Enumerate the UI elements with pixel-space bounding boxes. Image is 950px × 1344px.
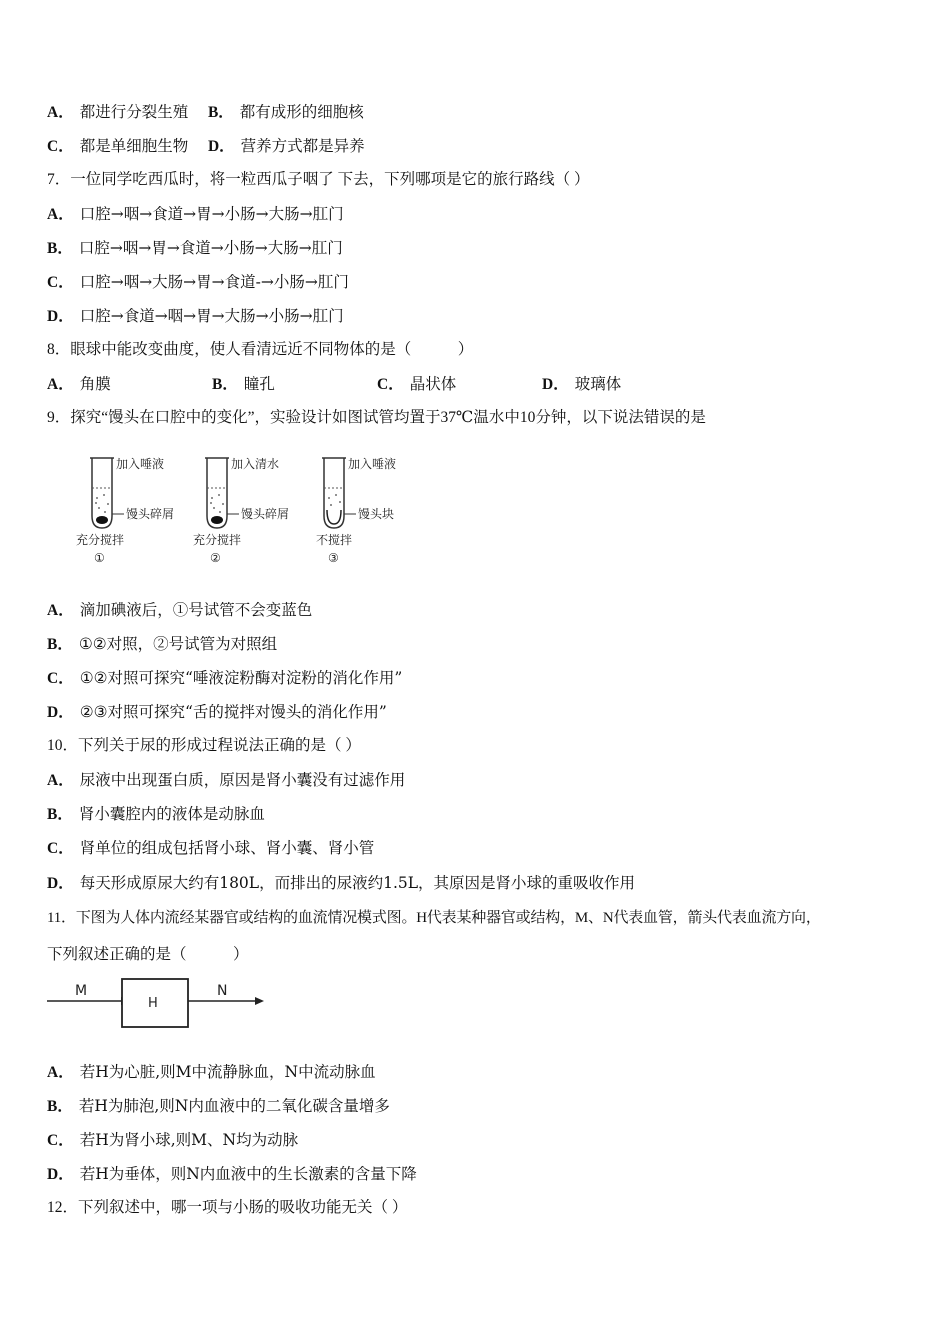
tube-1-top-label: 加入唾液: [116, 457, 165, 471]
q10-option-c: C． 肾单位的组成包括肾小球、肾小囊、肾小管: [47, 839, 375, 857]
q8-options: [47, 374, 707, 395]
q8-option-c: C． 晶状体: [377, 375, 457, 393]
q11-option-a: A． 若H为心脏,则M中流静脉血，N中流动脉血: [47, 1063, 376, 1081]
q8-option-d: D． 玻璃体: [542, 375, 622, 393]
option-a: A． 都进行分裂生殖: [47, 103, 189, 121]
tube-2-top-label: 加入清水: [231, 457, 280, 471]
q10-option-a: A． 尿液中出现蛋白质，原因是肾小囊没有过滤作用: [47, 771, 406, 789]
vessel-n-label: N: [217, 983, 228, 999]
tube-1-side-label: 馒头碎屑: [126, 507, 175, 521]
option-c: C． 都是单细胞生物: [47, 137, 189, 155]
tube-2-bottom-label: 充分搅拌: [193, 533, 242, 547]
q7-option-a: A． 口腔→咽→食道→胃→小肠→大肠→肛门: [47, 205, 344, 223]
q9-option-c: C． ①②对照可探究“唾液淀粉酶对淀粉的消化作用”: [47, 669, 403, 687]
q11-option-c: C． 若H为肾小球,则M、N均为动脉: [47, 1131, 299, 1149]
q7-option-c: C． 口腔→咽→大肠→胃→食道-→小肠→肛门: [47, 273, 349, 291]
tube-1-bottom-label: 充分搅拌: [76, 533, 125, 547]
q9-option-a: A． 滴加碘液后，①号试管不会变蓝色: [47, 601, 313, 619]
q12-stem: 12．下列叙述中，哪一项与小肠的吸收功能无关（ ）: [47, 1199, 408, 1216]
vessel-m-label: M: [75, 983, 88, 999]
q10-option-b: B． 肾小囊腔内的液体是动脉血: [47, 805, 265, 823]
arrow-right-icon: [255, 997, 264, 1005]
q11-stem-line-1: 11．下图为人体内流经某器官或结构的血流情况模式图。H代表某种器官或结构，M、N代表血管，箭头代表血流方向，: [47, 910, 821, 926]
q11-stem-line-2: 下列叙述正确的是（ ）: [47, 945, 249, 963]
q8-option-a: A． 角膜: [47, 375, 111, 393]
q10-option-d: D． 每天形成原尿大约有180L，而排出的尿液约1.5L，其原因是肾小球的重吸收作用: [47, 874, 636, 892]
q8-stem: 8．眼球中能改变曲度，使人看清远近不同物体的是（ ）: [47, 341, 474, 358]
tube-3-side-label: 馒头块: [358, 507, 395, 521]
tube-1-number: ①: [94, 551, 105, 565]
tube-2-side-label: 馒头碎屑: [241, 507, 290, 521]
bread-crumbs-icon: [96, 516, 108, 524]
prev-options-row-1: [47, 102, 364, 123]
q11-option-b: B． 若H为肺泡,则N内血液中的二氧化碳含量增多: [47, 1097, 390, 1115]
q9-option-d: D． ②③对照可探究“舌的搅拌对馒头的消化作用”: [47, 703, 387, 721]
q11-option-d: D． 若H为垂体，则N内血液中的生长激素的含量下降: [47, 1165, 417, 1183]
tube-3-bottom-label: 不搅拌: [316, 533, 353, 547]
q7-stem: 7．一位同学吃西瓜时，将一粒西瓜子咽了 下去，下列哪项是它的旅行路线（ ）: [47, 171, 590, 188]
prev-options-row-2: [47, 136, 365, 157]
q7-option-d: D． 口腔→食道→咽→胃→大肠→小肠→肛门: [47, 307, 344, 325]
tube-3-number: ③: [328, 551, 339, 565]
q9-stem: 9．探究“馒头在口腔中的变化”，实验设计如图试管均置于37℃温水中10分钟，以下说法错误的是: [47, 409, 706, 426]
q10-stem: 10．下列关于尿的形成过程说法正确的是（ ）: [47, 737, 361, 754]
option-b: B． 都有成形的细胞核: [207, 103, 364, 121]
tube-2-number: ②: [210, 551, 221, 565]
q8-option-b: B． 瞳孔: [212, 375, 275, 393]
tube-3-top-label: 加入唾液: [348, 457, 397, 471]
q9-test-tube-figure: [72, 448, 412, 570]
organ-h-label: H: [148, 996, 158, 1011]
option-d: D． 营养方式都是异养: [207, 137, 365, 155]
q9-option-b: B． ①②对照，②号试管为对照组: [47, 635, 278, 653]
bread-block-icon: [327, 510, 341, 524]
q11-blood-flow-diagram: [45, 977, 275, 1031]
q7-option-b: B． 口腔→咽→胃→食道→小肠→大肠→肛门: [47, 239, 343, 257]
